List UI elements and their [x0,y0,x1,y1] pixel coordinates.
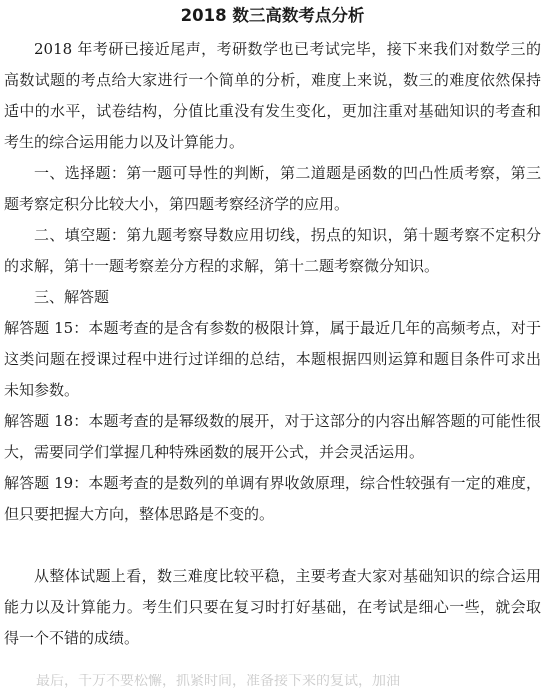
answer-19-paragraph: 解答题 19：本题考查的是数列的单调有界收敛原理，综合性较强有一定的难度，但只要把握大方向，整体思路是不变的。 [4,474,541,523]
intro-paragraph: 2018 年考研已接近尾声，考研数学也已考试完毕，接下来我们对数学三的高数试题的考点给大家进行一个简单的分析，难度上来说，数三的难度依然保持适中的水平，试卷结构，分值比重没有发生变化，更加注重对基础知识的考查和考生的综合运用能力以及计算能力。 [4,40,541,151]
conclusion-paragraph: 从整体试题上看，数三难度比较平稳，主要考查大家对基础知识的综合运用能力以及计算能力。考生们只要在复习时打好基础，在考试是细心一些，就会取得一个不错的成绩。 [4,567,541,647]
answer-18-paragraph: 解答题 18：本题考查的是幂级数的展开，对于这部分的内容出解答题的可能性很大，需要同学们掌握几种特殊函数的展开公式，并会灵活运用。 [4,412,541,461]
answer-15-paragraph: 解答题 15：本题考查的是含有参数的极限计算，属于最近几年的高频考点，对于这类问题在授课过程中进行过详细的总结，本题根据四则运算和题目条件可求出未知参数。 [4,319,541,399]
document-body [4,4,541,654]
fill-section-paragraph: 二、填空题：第九题考察导数应用切线，拐点的知识，第十题考察不定积分的求解，第十一题考察差分方程的求解，第十二题考察微分知识。 [4,226,541,275]
choice-section-paragraph: 一、选择题：第一题可导性的判断，第二道题是函数的凹凸性质考察，第三题考察定积分比较大小，第四题考察经济学的应用。 [4,164,541,213]
document-title: 2018 数三高数考点分析 [180,6,365,25]
faded-footer-text: 最后，千万不要松懈，抓紧时间，准备接下来的复试，加油 [36,674,400,688]
answer-section-heading: 三、解答题 [34,288,110,306]
paragraph-spacer [4,530,541,561]
